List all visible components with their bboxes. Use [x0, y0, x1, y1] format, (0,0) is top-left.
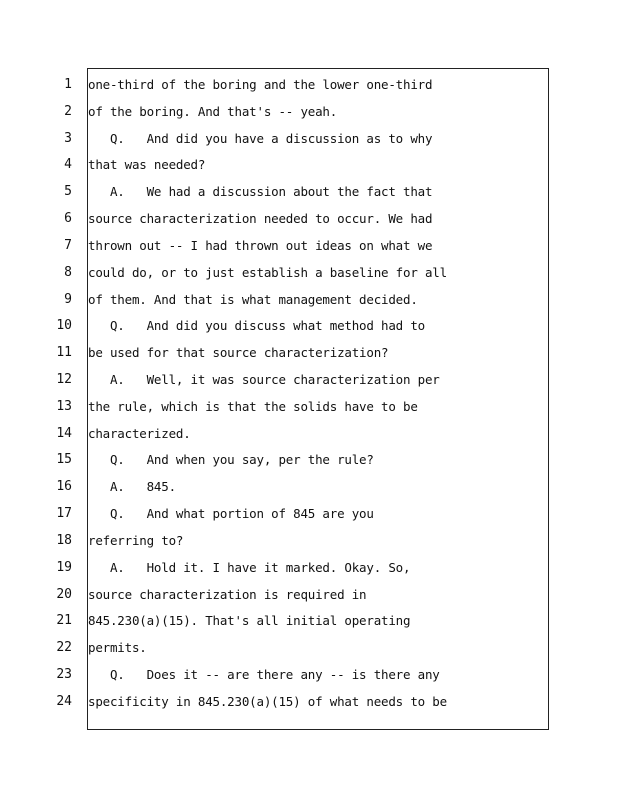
line-number: 16 — [56, 479, 72, 494]
transcript-line: A. Well, it was source characterization per — [88, 372, 440, 387]
transcript-line: A. 845. — [88, 479, 176, 494]
line-number: 11 — [56, 345, 72, 360]
transcript-line: source characterization needed to occur. We had — [88, 211, 433, 226]
line-number: 19 — [56, 560, 72, 575]
line-number: 6 — [64, 211, 72, 226]
line-number: 8 — [64, 265, 72, 280]
transcript-line: could do, or to just establish a baseline for all — [88, 265, 447, 280]
line-number: 15 — [56, 452, 72, 467]
line-number: 5 — [64, 184, 72, 199]
transcript-line: referring to? — [88, 533, 184, 548]
line-number: 1 — [64, 77, 72, 92]
line-number: 9 — [64, 292, 72, 307]
line-number: 3 — [64, 131, 72, 146]
transcript-line: permits. — [88, 640, 147, 655]
transcript-line: source characterization is required in — [88, 587, 367, 602]
line-number: 24 — [56, 694, 72, 709]
line-number: 23 — [56, 667, 72, 682]
line-number: 4 — [64, 157, 72, 172]
transcript-line: 845.230(a)(15). That's all initial operating — [88, 613, 411, 628]
line-number: 20 — [56, 587, 72, 602]
line-number: 17 — [56, 506, 72, 521]
line-number: 13 — [56, 399, 72, 414]
line-number: 14 — [56, 426, 72, 441]
transcript-line: A. We had a discussion about the fact that — [88, 184, 433, 199]
line-number: 10 — [56, 318, 72, 333]
line-number: 2 — [64, 104, 72, 119]
transcript-line: that was needed? — [88, 157, 206, 172]
transcript-line: Q. And what portion of 845 are you — [88, 506, 374, 521]
line-number: 21 — [56, 613, 72, 628]
transcript-line: A. Hold it. I have it marked. Okay. So, — [88, 560, 411, 575]
transcript-line: Q. And did you have a discussion as to why — [88, 131, 433, 146]
transcript-line: Q. And did you discuss what method had to — [88, 318, 425, 333]
line-number: 7 — [64, 238, 72, 253]
line-number: 22 — [56, 640, 72, 655]
transcript-line: of the boring. And that's -- yeah. — [88, 104, 338, 119]
line-number: 12 — [56, 372, 72, 387]
transcript-line: Q. Does it -- are there any -- is there any — [88, 667, 440, 682]
transcript-line: one-third of the boring and the lower one-third — [88, 77, 433, 92]
transcript-line: the rule, which is that the solids have to be — [88, 399, 418, 414]
transcript-line: thrown out -- I had thrown out ideas on what we — [88, 238, 433, 253]
transcript-line: of them. And that is what management decided. — [88, 292, 418, 307]
transcript-line: be used for that source characterization? — [88, 345, 389, 360]
transcript-line: Q. And when you say, per the rule? — [88, 452, 374, 467]
line-number: 18 — [56, 533, 72, 548]
transcript-line: characterized. — [88, 426, 191, 441]
transcript-line: specificity in 845.230(a)(15) of what needs to be — [88, 694, 447, 709]
